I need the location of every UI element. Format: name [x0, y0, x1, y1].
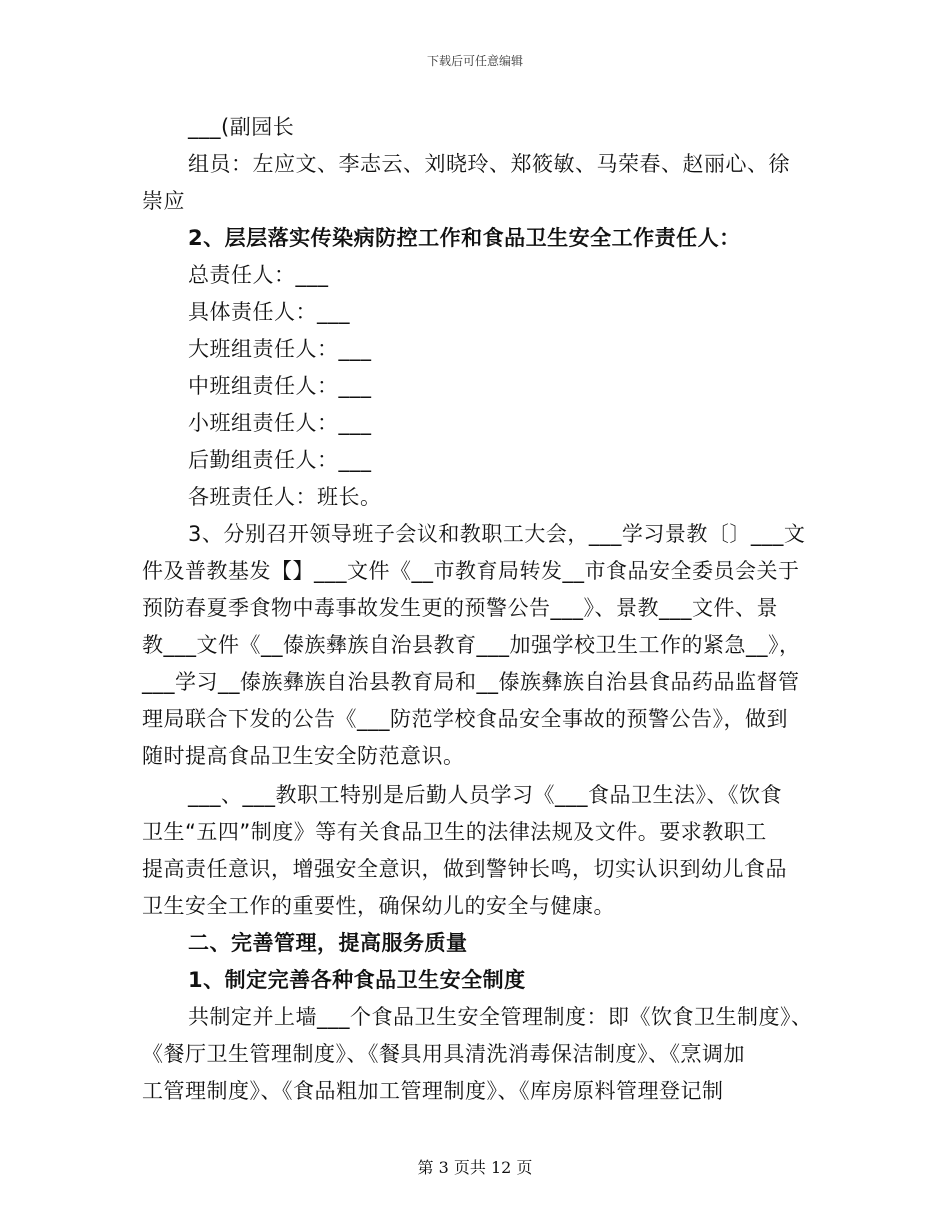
paragraph-line: 《餐厅卫生管理制度》、《餐具用具清洗消毒保洁制度》、《烹调加 [142, 1042, 745, 1066]
paragraph-line: 预防春夏季食物中毒事故发生更的预警公告___》、景教___文件、景 [142, 596, 778, 620]
page-footer: 第 3 页共 12 页 [417, 1158, 533, 1177]
paragraph-line: 工管理制度》、《食品粗加工管理制度》、《库房原料管理登记制 [142, 1079, 724, 1103]
paragraph-line: 卫生“五四”制度》等有关食品卫生的法律法规及文件。要求教职工 [142, 820, 767, 844]
section-heading: 1、制定完善各种食品卫生安全制度 [188, 968, 526, 992]
paragraph-line: 提高责任意识，增强安全意识，做到警钟长鸣，切实认识到幼儿食品 [142, 857, 787, 881]
paragraph-line: 总责任人：___ [188, 263, 329, 287]
paragraph-line: 件及普教基发【】___文件《__市教育局转发__市食品安全委员会关于 [142, 559, 800, 583]
paragraph-line: 崇应 [142, 189, 185, 213]
paragraph-line: 卫生安全工作的重要性，确保幼儿的安全与健康。 [142, 894, 615, 918]
paragraph-line: 中班组责任人：___ [188, 374, 372, 398]
paragraph-line: 各班责任人：班长。 [188, 485, 382, 509]
page-header: 下载后可任意编辑 [426, 54, 523, 68]
paragraph-line: 共制定并上墙___个食品卫生安全管理制度：即《饮食卫生制度》、 [188, 1005, 813, 1029]
paragraph-line: 教___文件《__傣族彝族自治县教育___加强学校卫生工作的紧急__》， [142, 633, 801, 657]
section-heading: 二、完善管理，提高服务质量 [188, 931, 468, 955]
paragraph-line: 后勤组责任人：___ [188, 448, 372, 472]
paragraph-line: 随时提高食品卫生安全防范意识。 [142, 744, 465, 768]
paragraph-line: 小班组责任人：___ [188, 411, 372, 435]
paragraph-line: ___(副园长 [188, 115, 295, 139]
paragraph-line: 具体责任人：___ [188, 300, 350, 324]
paragraph-line: ___学习__傣族彝族自治县教育局和__傣族彝族自治县食品药品监督管 [142, 670, 800, 694]
paragraph-line: 组员：左应文、李志云、刘晓玲、郑筱敏、马荣春、赵丽心、徐 [188, 152, 790, 176]
paragraph-line: 3、分别召开领导班子会议和教职工大会，___学习景教〔〕___文 [188, 522, 806, 546]
paragraph-line: 理局联合下发的公告《___防范学校食品安全事故的预警公告》，做到 [142, 707, 788, 731]
paragraph-line: ___、___教职工特别是后勤人员学习《___食品卫生法》、《饮食 [188, 783, 782, 807]
section-heading: 2、层层落实传染病防控工作和食品卫生安全工作责任人： [188, 226, 741, 250]
paragraph-line: 大班组责任人：___ [188, 337, 372, 361]
